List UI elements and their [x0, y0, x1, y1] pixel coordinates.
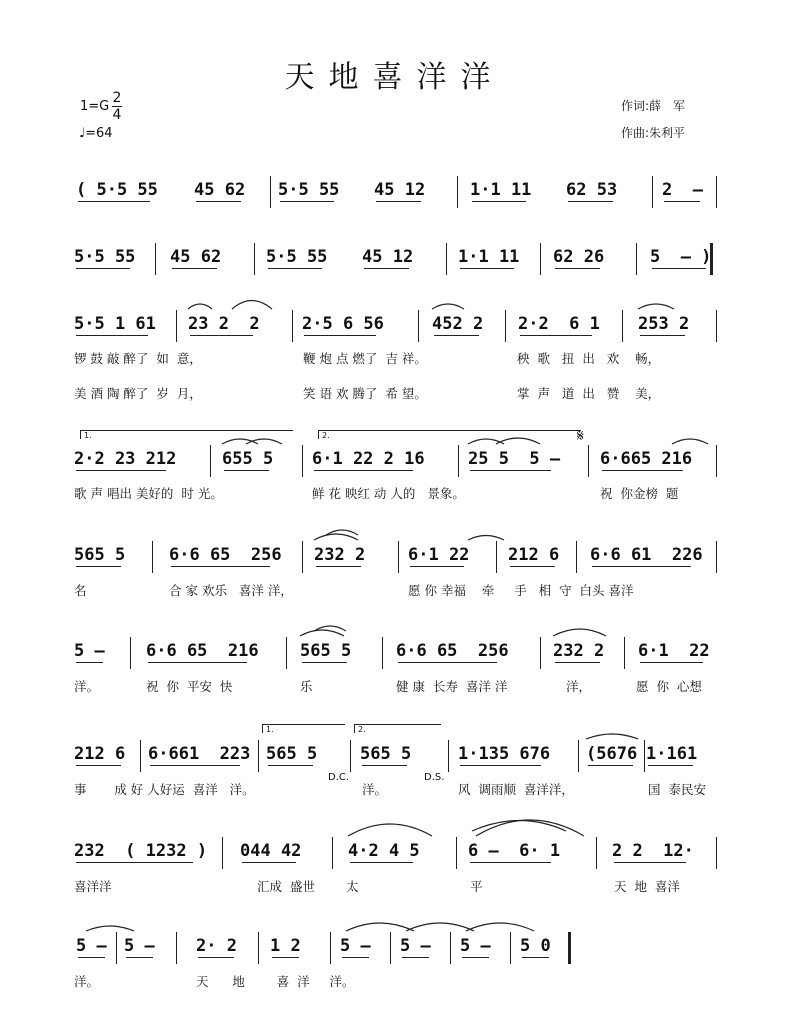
- measure-notes: 5 –: [340, 936, 371, 956]
- lyric-text: 洋。: [74, 974, 100, 989]
- lyric-text: 太: [346, 879, 359, 894]
- lyric-text: 鞭 炮 点 燃了 吉 祥。: [303, 351, 427, 366]
- lyric-text: 乐: [300, 679, 313, 694]
- slur: [476, 820, 584, 836]
- measure-notes: 6·6 65 256: [396, 641, 509, 661]
- measure-notes: 044 42: [240, 841, 302, 861]
- slur: [246, 439, 282, 444]
- measure-notes: 6·1 22: [638, 641, 710, 661]
- measure-notes: 6·661 223: [148, 744, 251, 764]
- lyric-text: 鲜 花 映红 动 人的 景象。: [312, 486, 465, 501]
- measure-notes: 2· 2: [196, 936, 237, 956]
- lyricist-credit: 作词:薛 军: [621, 99, 686, 113]
- measure-notes: 253 2: [638, 314, 690, 334]
- measure-notes: 45 62: [194, 180, 246, 200]
- slur: [466, 923, 534, 931]
- lyric-text: 平: [470, 879, 483, 894]
- dc-marking: D.C.: [328, 772, 350, 783]
- measure-notes: 655 5: [222, 449, 274, 469]
- lyric-text: 掌 声 道 出 赞 美，: [517, 386, 661, 401]
- lyric-text: 健 康 长寿 喜洋 洋: [396, 679, 508, 694]
- measure-notes: 4·2 4 5: [348, 841, 420, 861]
- measure-notes: 62 26: [553, 247, 605, 267]
- lyric-text: 秧 歌 扭 出 欢 畅，: [517, 351, 661, 366]
- lyric-text: 洋，: [566, 679, 592, 694]
- measure-notes: 2 2 12·: [612, 841, 694, 861]
- measure-notes: 232 2: [314, 545, 366, 565]
- measure-notes: 1·1 11: [458, 247, 520, 267]
- measure-notes: ( 5·5 55: [76, 180, 158, 200]
- tempo-marking: ♩=64: [79, 126, 113, 141]
- slur: [188, 304, 212, 309]
- lyric-text: 洋。: [362, 782, 388, 797]
- measure-notes: 5 –: [76, 936, 107, 956]
- measure-notes: 5·5 1 61: [74, 314, 156, 334]
- slur: [86, 926, 134, 931]
- measure-notes: 2·2 23 212: [74, 449, 177, 469]
- measure-notes: 5·5 55: [278, 180, 340, 200]
- measure-notes: 5 –: [74, 641, 105, 661]
- measure-notes: 1·1 11: [470, 180, 532, 200]
- lyric-text: 洋。: [74, 679, 100, 694]
- lyric-text: 喜洋洋: [74, 879, 112, 894]
- lyric-text: 愿 你 心想: [636, 679, 702, 694]
- measure-notes: 45 12: [374, 180, 426, 200]
- measure-notes: 1·161: [646, 744, 698, 764]
- measure-notes: 5 –: [460, 936, 491, 956]
- measure-notes: 1 2: [270, 936, 301, 956]
- measure-notes: 452 2: [432, 314, 484, 334]
- measure-notes: 232 ( 1232 ): [74, 841, 208, 861]
- measure-notes: 1·135 676: [458, 744, 551, 764]
- measure-notes: 6·1 22: [408, 545, 470, 565]
- lyric-text: 美 酒 陶 醉了 岁 月，: [74, 386, 202, 401]
- measure-notes: 6·6 65 216: [146, 641, 259, 661]
- time-signature: 2 4: [112, 90, 122, 123]
- lyric-text: 歌 声 唱出 美好的 时 光。: [74, 486, 223, 501]
- measure-notes: 212 6: [508, 545, 560, 565]
- lyric-text: 锣 鼓 敲 醉了 如 意，: [74, 351, 202, 366]
- volta-1-label-b: 1.: [266, 725, 274, 734]
- slur: [586, 734, 638, 739]
- volta-2-label: 2.: [322, 431, 330, 440]
- measure-notes: 45 12: [362, 247, 414, 267]
- lyric-text: 国 泰民安: [648, 782, 706, 797]
- slur: [348, 824, 432, 836]
- volta-2-label-b: 2.: [358, 725, 366, 734]
- measure-notes: 565 5: [300, 641, 352, 661]
- measure-notes: 5 – ): [650, 247, 712, 267]
- measure-notes: 6·1 22 2 16: [312, 449, 425, 469]
- song-title: 天地喜洋洋: [284, 60, 505, 95]
- lyric-text: 名: [74, 583, 87, 598]
- measure-notes: 62 53: [566, 180, 618, 200]
- segno-sign: 𝄋: [577, 426, 584, 445]
- lyric-text: 笑 语 欢 腾了 希 望。: [303, 386, 427, 401]
- measure-notes: 5·5 55: [266, 247, 328, 267]
- measure-notes: 232 2: [553, 641, 605, 661]
- composer-credit: 作曲:朱利平: [621, 126, 686, 140]
- measure-notes: 25 5 5 –: [468, 449, 561, 469]
- lyric-text: 天 地 喜 洋 洋。: [196, 974, 355, 989]
- lyric-text: 祝 你 平安 快: [146, 679, 233, 694]
- measure-notes: 212 6: [74, 744, 126, 764]
- measure-notes: 2·5 6 56: [302, 314, 384, 334]
- lyric-text: 事 成 好 人好运 喜洋 洋。: [74, 782, 255, 797]
- lyric-text: 天 地 喜洋: [614, 879, 680, 894]
- measure-notes: 6·6 65 256: [169, 545, 282, 565]
- measure-notes: 2 –: [662, 180, 703, 200]
- ds-marking: D.S.: [424, 772, 445, 783]
- slur: [406, 923, 474, 931]
- lyric-text: 祝 你金榜 题: [600, 486, 679, 501]
- lyric-text: 合 家 欢乐 喜洋 洋，: [169, 583, 293, 598]
- measure-notes: 23 2 2: [188, 314, 260, 334]
- slur: [232, 301, 272, 310]
- slur: [300, 630, 344, 636]
- measure-notes: 6·6 61 226: [590, 545, 703, 565]
- slur: [314, 534, 358, 540]
- measure-notes: 45 62: [170, 247, 222, 267]
- measure-notes: 5 0: [520, 936, 551, 956]
- measure-notes: (5676: [586, 744, 638, 764]
- measure-notes: 5 –: [124, 936, 155, 956]
- measure-notes: 6·665 216: [600, 449, 693, 469]
- slur: [553, 629, 606, 636]
- slur: [346, 923, 414, 931]
- measure-notes: 5 –: [400, 936, 431, 956]
- measure-notes: 565 5: [74, 545, 126, 565]
- measure-notes: 2·2 6 1: [518, 314, 600, 334]
- lyric-text: 愿 你 幸福 牵 手 相 守 白头 喜洋: [408, 583, 634, 598]
- key-signature: 1=G: [80, 99, 110, 114]
- measure-notes: 565 5: [360, 744, 412, 764]
- measure-notes: 565 5: [266, 744, 318, 764]
- slur: [638, 304, 674, 309]
- slur: [468, 536, 504, 541]
- lyric-text: 汇成 盛世: [257, 879, 315, 894]
- measure-notes: 6 – 6· 1: [468, 841, 561, 861]
- measure-notes: 5·5 55: [74, 247, 136, 267]
- lyric-text: 风 调雨顺 喜洋洋，: [458, 782, 574, 797]
- volta-1-label: 1.: [84, 431, 92, 440]
- slur: [432, 304, 464, 309]
- slur: [672, 439, 708, 444]
